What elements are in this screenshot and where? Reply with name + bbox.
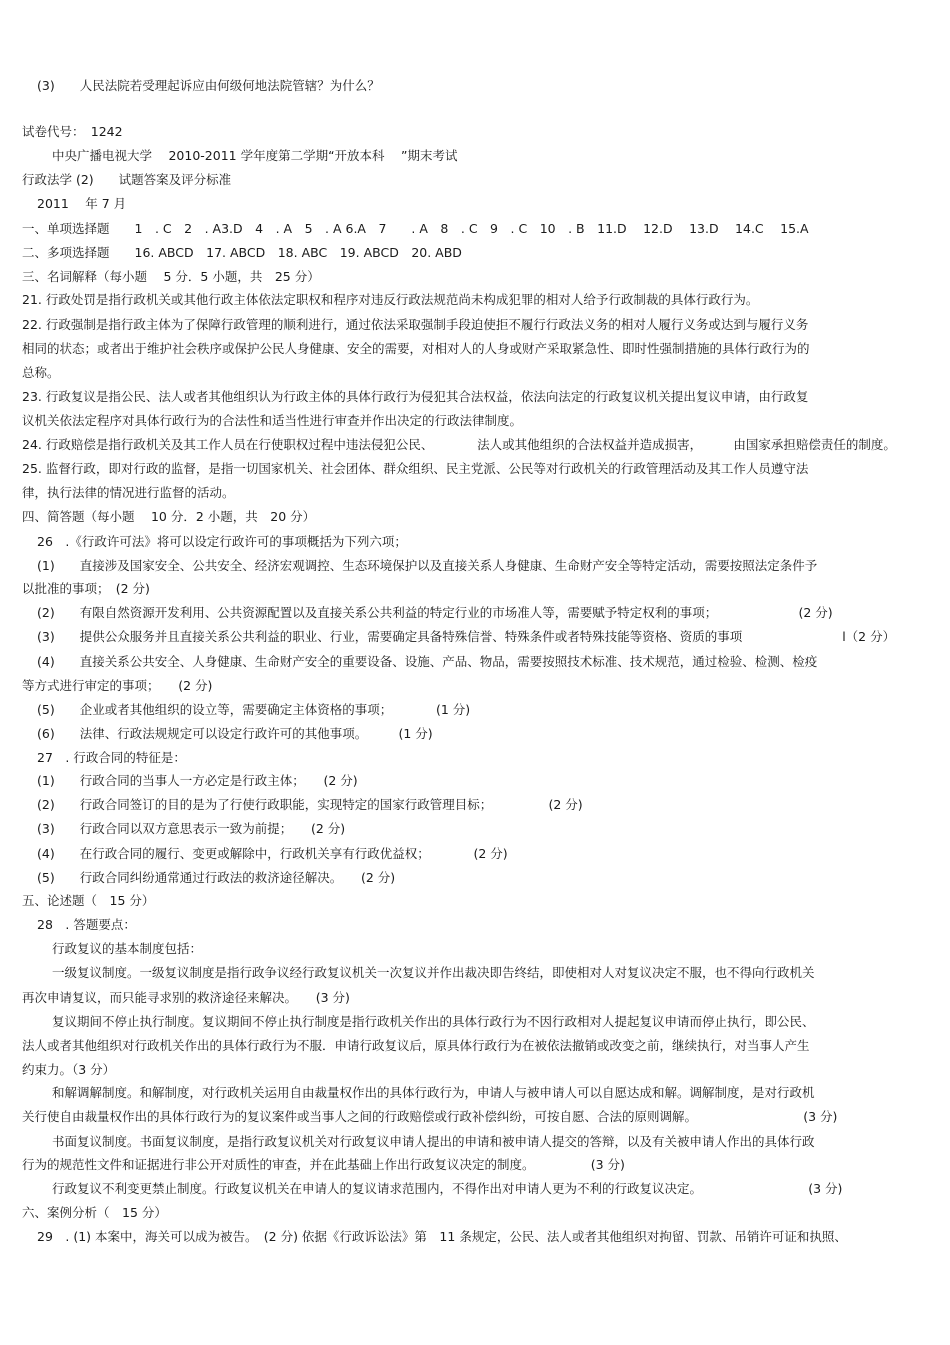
answer-28-intro: 28 . 答题要点： (37, 917, 136, 932)
answer-28-point-3-line-1: 和解调解制度。和解制度，对行政机关运用自由裁量权作出的具体行政行为，申请人与被申请人可以自愿达成和解。调解制度，是对行政机 (52, 1085, 815, 1100)
answer-27-intro: 27 . 行政合同的特征是： (37, 750, 186, 765)
answer-26-item-4-line-1: (4) 直接关系公共安全、人身健康、生命财产安全的重要设备、设施、产品、物品，需要按照技术标准、技术规范，通过检验、检测、检疫 (37, 654, 818, 669)
exam-date: 2011 年 7 月 (37, 196, 127, 211)
answer-27-item-5: (5) 行政合同纠纷通常通过行政法的救济途径解决。 (2 分) (37, 870, 396, 885)
section-2-answers: 二、多项选择题 16. ABCD 17. ABCD 18. ABC 19. ABCD 20. ABD (22, 245, 462, 260)
answer-28-point-4-line-1: 书面复议制度。书面复议制度，是指行政复议机关对行政复议申请人提出的申请和被申请人提交的答辩，以及有关被申请人作出的具体行政 (52, 1134, 815, 1149)
answer-28-point-5: 行政复议不利变更禁止制度。行政复议机关在申请人的复议请求范围内，不得作出对申请人更为不利的行政复议决定。 (3 分) (52, 1181, 843, 1196)
answer-22-line-2: 相同的状态；或者出于维护社会秩序或保护公民人身健康、安全的需要，对相对人的人身或财产采取紧急性、即时性强制措施的具体行政行为的 (22, 341, 810, 356)
answer-23-line-1: 23. 行政复议是指公民、法人或者其他组织认为行政主体的具体行政行为侵犯其合法权益，依法向法定的行政复议机关提出复议申请，由行政复 (22, 389, 809, 404)
section-4-heading: 四、简答题（每小题 10 分．2 小题，共 20 分） (22, 509, 316, 524)
answer-28-point-4-line-2: 行为的规范性文件和证据进行非公开对质性的审查，并在此基础上作出行政复议决定的制度。 (3 分) (22, 1157, 625, 1172)
answer-28-point-2-line-1: 复议期间不停止执行制度。复议期间不停止执行制度是指行政机关作出的具体行政行为不因行政相对人提起复议申请而停止执行，即公民、 (52, 1014, 815, 1029)
answer-26-item-1-line-2: 以批准的事项； (2 分) (22, 581, 150, 596)
answer-22-line-1: 22. 行政强制是指行政主体为了保障行政管理的顺利进行，通过依法采取强制手段迫使拒不履行行政法义务的相对人履行义务或达到与履行义务 (22, 317, 809, 332)
answer-29-line-1: 29 . (1) 本案中，海关可以成为被告。 (2 分) 依据《行政诉讼法》第 11 条规定，公民、法人或者其他组织对拘留、罚款、吊销许可证和执照、 (37, 1229, 847, 1244)
exam-title: 中央广播电视大学 2010-2011 学年度第二学期“开放本科 ”期末考试 (52, 148, 458, 163)
answer-26-item-6: (6) 法律、行政法规规定可以设定行政许可的其他事项。 (1 分) (37, 726, 433, 741)
subject-title: 行政法学 (2) 试题答案及评分标准 (22, 172, 232, 187)
answer-26-item-1-line-1: (1) 直接涉及国家安全、公共安全、经济宏观调控、生态环境保护以及直接关系人身健康、生命财产安全等特定活动，需要按照法定条件予 (37, 558, 818, 573)
answer-25-line-2: 律，执行法律的情况进行监督的活动。 (22, 485, 235, 500)
answer-28-point-1-line-1: 一级复议制度。一级复议制度是指行政争议经行政复议机关一次复议并作出裁决即告终结，即使相对人对复议决定不服，也不得向行政机关 (52, 965, 815, 980)
section-6-heading: 六、案例分析（ 15 分） (22, 1205, 167, 1220)
answer-26-item-2: (2) 有限自然资源开发利用、公共资源配置以及直接关系公共利益的特定行业的市场准人等，需要赋予特定权利的事项； (2 分) (37, 605, 833, 620)
answer-22-line-3: 总称。 (22, 365, 60, 380)
answer-26-item-3: (3) 提供公众服务并且直接关系公共利益的职业、行业，需要确定具备特殊信誉、特殊条件或者特殊技能等资格、资质的事项 l（2 分） (37, 629, 896, 644)
answer-27-item-4: (4) 在行政合同的履行、变更或解除中，行政机关享有行政优益权； (2 分) (37, 846, 508, 861)
answer-25-line-1: 25. 监督行政，即对行政的监督，是指一切国家机关、社会团体、群众组织、民主党派、公民等对行政机关的行政管理活动及其工作人员遵守法 (22, 461, 809, 476)
answer-28-point-1-line-2: 再次申请复议，而只能寻求别的救济途径来解决。 (3 分) (22, 990, 350, 1005)
answer-26-intro: 26 .《行政许可法》将可以设定行政许可的事项概括为下列六项； (37, 534, 407, 549)
section-5-heading: 五、论述题（ 15 分） (22, 893, 155, 908)
answer-21: 21. 行政处罚是指行政机关或其他行政主体依法定职权和程序对违反行政法规范尚未构成犯罪的相对人给予行政制裁的具体行政行为。 (22, 292, 759, 307)
section-1-answers: 一、单项选择题 1 . C 2 . A3.D 4 . A 5 . A 6.A 7 . A 8 . C 9 . C 10 . B 11.D 12.D 13.D 14.C 15.A (22, 221, 809, 236)
answer-28-point-2-line-3: 约束力。（3 分） (22, 1062, 116, 1077)
answer-23-line-2: 议机关依法定程序对具体行政行为的合法性和适当性进行审查并作出决定的行政法律制度。 (22, 413, 523, 428)
answer-27-item-2: (2) 行政合同签订的目的是为了行使行政职能，实现特定的国家行政管理目标； (2 分) (37, 797, 583, 812)
answer-28-point-2-line-2: 法人或者其他组织对行政机关作出的具体行政行为不服．申请行政复议后，原具体行政行为在被依法撤销或改变之前，继续执行，对当事人产生 (22, 1038, 810, 1053)
answer-27-item-3: (3) 行政合同以双方意思表示一致为前提； (2 分) (37, 821, 346, 836)
case-question-3: (3) 人民法院若受理起诉应由何级何地法院管辖？为什么？ (37, 78, 380, 93)
answer-28-lead: 行政复议的基本制度包括： (52, 941, 203, 956)
answer-26-item-4-line-2: 等方式进行审定的事项； (2 分) (22, 678, 213, 693)
answer-27-item-1: (1) 行政合同的当事人一方必定是行政主体； (2 分) (37, 773, 358, 788)
section-3-heading: 三、名词解释（每小题 5 分．5 小题，共 25 分） (22, 269, 320, 284)
answer-24: 24. 行政赔偿是指行政机关及其工作人员在行使职权过程中违法侵犯公民、 法人或其他组织的合法权益并造成损害， 由国家承担赔偿责任的制度。 (22, 437, 896, 452)
exam-code: 试卷代号： 1242 (22, 124, 123, 139)
answer-26-item-5: (5) 企业或者其他组织的设立等，需要确定主体资格的事项； (1 分) (37, 702, 471, 717)
answer-28-point-3-line-2: 关行使自由裁量权作出的具体行政行为的复议案件或当事人之间的行政赔偿或行政补偿纠纷，可按自愿、合法的原则调解。 (3 分) (22, 1109, 838, 1124)
